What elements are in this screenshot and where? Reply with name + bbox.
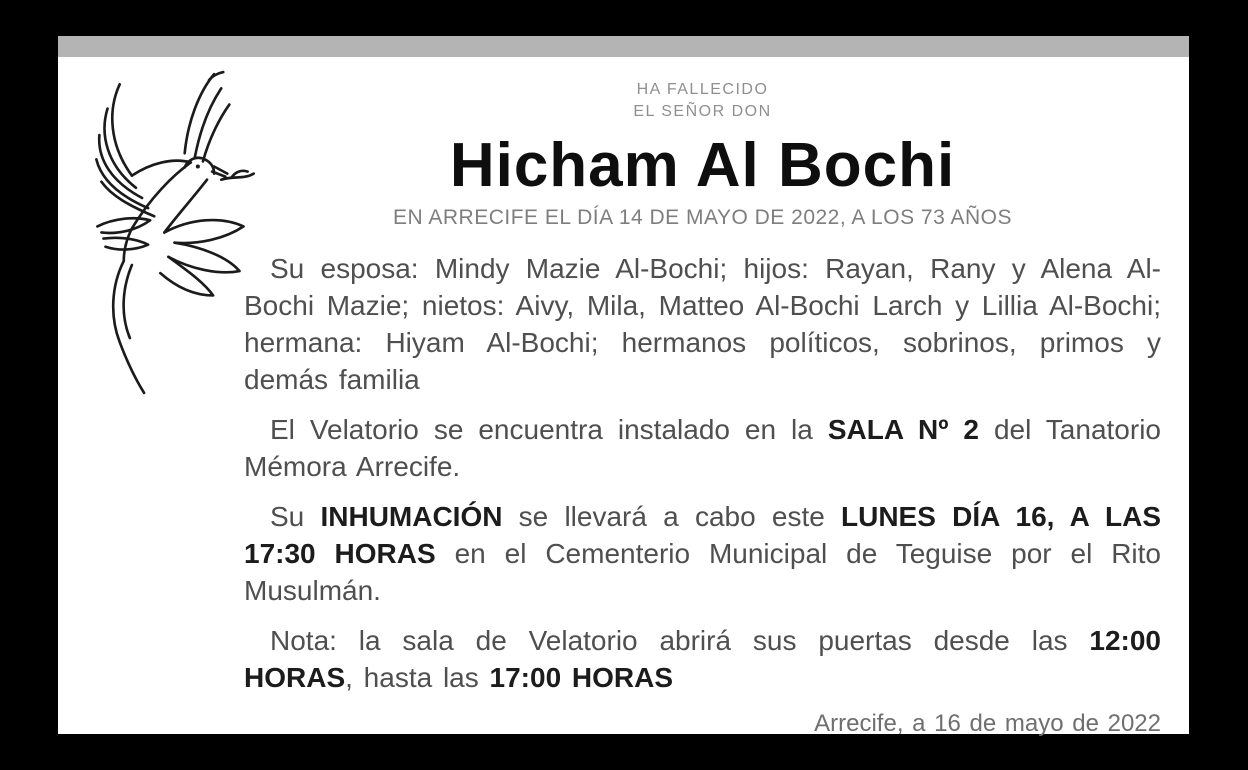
top-gray-bar <box>58 36 1189 57</box>
pre-title-line-2: EL SEÑOR DON <box>633 103 772 120</box>
pre-title <box>244 79 1161 123</box>
dove-icon <box>78 66 268 401</box>
dateline: Arrecife, a 16 de mayo de 2022 <box>814 710 1161 737</box>
notice-body <box>244 250 1161 696</box>
death-place-date-age: EN ARRECIFE EL DÍA 14 DE MAYO DE 2022, A LOS 73 AÑOS <box>393 206 1012 229</box>
family-paragraph: Su esposa: Mindy Mazie Al-Bochi; hijos: Rayan, Rany y Alena Al-Bochi Mazie; nietos: Aivy, Mila, Matteo Al-Bochi Larch y Lillia Al-Bochi; hermana: Hiyam Al-Bochi; hermanos políticos, sobrinos, primos y demás familia <box>244 253 1161 395</box>
nota-paragraph: Nota: la sala de Velatorio abrirá sus puertas desde las 12:00 HORAS, hasta las 17:00 HORAS <box>244 625 1161 693</box>
obituary-card <box>58 36 1189 737</box>
pre-title-line-1: HA FALLECIDO <box>636 81 769 98</box>
inhumacion-paragraph: Su INHUMACIÓN se llevará a cabo este LUNES DÍA 16, A LAS 17:30 HORAS en el Cementerio Municipal de Teguise por el Rito Musulmán. <box>244 501 1162 606</box>
deceased-name: Hicham Al Bochi <box>449 131 956 200</box>
velatorio-paragraph: El Velatorio se encuentra instalado en la SALA Nº 2 del Tanatorio Mémora Arrecife. <box>244 414 1161 482</box>
